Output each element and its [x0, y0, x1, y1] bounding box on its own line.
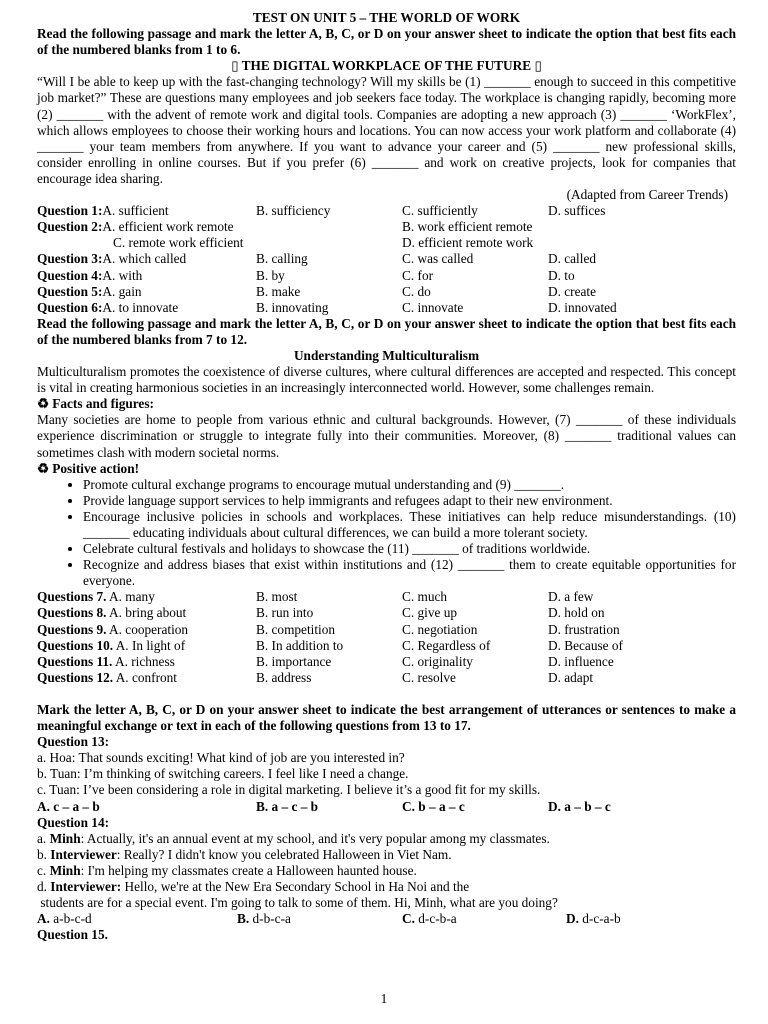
question-row: [37, 251, 736, 267]
action-heading: ♻ Positive action!: [37, 460, 140, 476]
option-c: C. for: [402, 267, 434, 283]
option-b: B. In addition to: [256, 637, 344, 653]
question-label: Question 2:: [37, 219, 103, 235]
option-b: B. sufficiency: [256, 203, 331, 219]
option-d: D. to: [548, 267, 575, 283]
q14-line-d-continuation: students are for a special event. I'm going to talk to some of them. Hi, Minh, what are you doing?: [37, 895, 558, 911]
option-d: D. d-c-a-b: [566, 911, 621, 927]
option-a: A. bring about: [106, 605, 187, 621]
question-row: [37, 235, 736, 251]
q13-line-c: c. Tuan: I’ve been considering a role in digital marketing. I believe it’s a good fit for my skills.: [37, 782, 541, 798]
option-d: D. Because of: [548, 637, 623, 653]
question-13-label: Question 13:: [37, 734, 110, 750]
option-b: B. d-b-c-a: [237, 911, 291, 927]
option-c: C. Regardless of: [402, 637, 491, 653]
option-c: C. do: [402, 283, 431, 299]
option-b: B. a – c – b: [256, 798, 319, 814]
section1-heading: ▯ THE DIGITAL WORKPLACE OF THE FUTURE ▯: [231, 58, 542, 74]
option-a: A. In light of: [113, 637, 186, 653]
q14-line-c: c. Minh: I'm helping my classmates create a Halloween haunted house.: [37, 862, 417, 878]
section1-passage: “Will I be able to keep up with the fast-changing technology? Will my skills be (1) _______ enough to succeed in this competitive job market?” These are questions many employees and job seekers face today. The workplace is changing rapidly, becoming more (2) _______ with the advent of remote work and digital tools. Companies are adopting a new approach (3) _______ ‘WorkFlex’, which allows employees to choose their working hours and locations. You can now access your work platform and collaborate (4) _______ your team members from anywhere. If you want to advance your career and (5) _______ new professional skills, consider enrolling in online courses. But if you prefer (6) _______ and work on creative projects, look for companies that encourage idea sharing.: [37, 74, 736, 186]
question-row: [37, 219, 736, 235]
option-a: A. cooperation: [106, 621, 189, 637]
option-d: D. a – b – c: [548, 798, 611, 814]
question-label: Questions 12.: [37, 669, 114, 685]
q13-line-b: b. Tuan: I’m thinking of switching careers. I feel like I need a change.: [37, 766, 409, 782]
question-row: [37, 605, 736, 621]
document-page: [37, 10, 736, 943]
option-a: A. many: [106, 589, 155, 605]
question-15-label: Question 15.: [37, 927, 108, 943]
question-row: [37, 268, 736, 284]
q13-options: [37, 799, 736, 815]
option-a: A. a-b-c-d: [37, 911, 92, 927]
speaker: Interviewer:: [50, 878, 122, 894]
option-c: C. remote work efficient: [113, 235, 244, 251]
q14-line-b: b. Interviewer: Really? I didn't know you celebrated Halloween in Viet Nam.: [37, 846, 452, 862]
option-a: A. richness: [112, 653, 175, 669]
option-c: C. was called: [402, 251, 474, 267]
option-d: D. frustration: [548, 621, 620, 637]
option-d: D. hold on: [548, 605, 605, 621]
option-c: C. innovate: [402, 299, 464, 315]
speaker: Minh: [49, 862, 81, 878]
page-number: 1: [380, 991, 388, 1006]
option-a: A. gain: [102, 283, 142, 299]
section2-questions: [37, 589, 736, 686]
question-label: Question 4:: [37, 267, 103, 283]
option-a: A. which called: [102, 251, 187, 267]
question-label: Questions 11.: [37, 653, 113, 669]
question-label: Questions 7.: [37, 589, 107, 605]
option-b: B. most: [256, 589, 298, 605]
option-a: A. efficient work remote: [102, 219, 234, 235]
speaker: Minh: [49, 830, 81, 846]
action-list: [37, 477, 736, 590]
option-c: C. negotiation: [402, 621, 478, 637]
list-item: • Recognize and address biases that exist within institutions and (12) _______ them to create equitable opportunities for everyone.: [83, 557, 736, 589]
question-row: [37, 203, 736, 219]
option-a: A. sufficient: [102, 203, 169, 219]
option-d: D. innovated: [548, 299, 617, 315]
section3-instruction: Mark the letter A, B, C, or D on your answer sheet to indicate the best arrangement of utterances or sentences to make a meaningful exchange or text in each of the following questions from 13 to 17.: [37, 701, 736, 734]
option-b: B. calling: [256, 251, 308, 267]
option-b: B. make: [256, 283, 301, 299]
section2-instruction: Read the following passage and mark the letter A, B, C, or D on your answer sheet to indicate the option that best fits each of the numbered blanks from 7 to 12.: [37, 315, 736, 347]
question-row: [37, 589, 736, 605]
section1-instruction: Read the following passage and mark the letter A, B, C, or D on your answer sheet to indicate the option that best fits each of the numbered blanks from 1 to 6.: [37, 26, 736, 58]
option-c: C. much: [402, 589, 448, 605]
option-b: B. importance: [256, 653, 332, 669]
question-row: [37, 300, 736, 316]
option-b: B. innovating: [256, 299, 329, 315]
option-b: B. competition: [256, 621, 336, 637]
option-d: D. influence: [548, 653, 614, 669]
list-item: • Encourage inclusive policies in schools and workplaces. These initiatives can help reduce misunderstandings. (10) _______ educating individuals about cultural differences, we can build a more tolerant society.: [83, 509, 736, 541]
test-title: TEST ON UNIT 5 – THE WORLD OF WORK: [252, 10, 521, 25]
question-row: [37, 622, 736, 638]
option-d: D. a few: [548, 589, 594, 605]
facts-heading: ♻ Facts and figures:: [37, 396, 154, 412]
question-14-label: Question 14:: [37, 814, 110, 830]
section2-heading: Understanding Multiculturalism: [293, 347, 480, 363]
list-item: • Promote cultural exchange programs to encourage mutual understanding and (9) _______.: [83, 477, 736, 493]
question-label: Question 6:: [37, 299, 103, 315]
question-label: Question 1:: [37, 203, 103, 219]
option-c: C. d-c-b-a: [402, 911, 457, 927]
speaker: Interviewer: [50, 846, 117, 862]
question-row: [37, 638, 736, 654]
option-c: C. b – a – c: [402, 798, 465, 814]
option-c: C. resolve: [402, 669, 456, 685]
question-label: Question 3:: [37, 251, 103, 267]
option-a: A. c – a – b: [37, 798, 100, 814]
option-d: D. adapt: [548, 669, 594, 685]
question-label: Questions 10.: [37, 637, 114, 653]
q14-options: [37, 911, 736, 927]
option-b: B. run into: [256, 605, 314, 621]
question-label: Question 5:: [37, 283, 103, 299]
option-d: D. called: [548, 251, 596, 267]
option-b: B. by: [256, 267, 285, 283]
option-a: A. confront: [113, 669, 177, 685]
option-c: C. sufficiently: [402, 203, 478, 219]
question-label: Questions 9.: [37, 621, 107, 637]
facts-paragraph: Many societies are home to people from various ethnic and cultural backgrounds. However, (7) _______ of these individuals experience discrimination or struggle to integrate fully into their communities. Moreover, (8) _______ traditional values can sometimes clash with modern societal norms.: [37, 412, 736, 460]
option-c: C. give up: [402, 605, 458, 621]
question-row: [37, 670, 736, 686]
option-d: D. efficient remote work: [402, 235, 534, 251]
q14-line-a: a. Minh: Actually, it's an annual event at my school, and it's very popular among my classmates.: [37, 830, 550, 846]
option-b: B. work efficient remote: [402, 219, 533, 235]
option-c: C. originality: [402, 653, 473, 669]
option-b: B. address: [256, 669, 312, 685]
section1-questions: [37, 203, 736, 316]
q14-line-d: d. Interviewer: Hello, we're at the New Era Secondary School in Ha Noi and the: [37, 878, 470, 894]
question-row: [37, 654, 736, 670]
section2-intro: Multiculturalism promotes the coexistence of diverse cultures, where cultural differences are accepted and respected. This concept is vital in creating harmonious societies in an increasingly interconnected world. However, some challenges remain.: [37, 364, 736, 396]
option-a: A. with: [102, 267, 143, 283]
option-d: D. create: [548, 283, 596, 299]
question-row: [37, 284, 736, 300]
list-item: • Provide language support services to help immigrants and refugees adapt to their new environment.: [83, 493, 736, 509]
option-a: A. to innovate: [102, 299, 179, 315]
option-d: D. suffices: [548, 203, 606, 219]
question-label: Questions 8.: [37, 605, 107, 621]
section1-source: (Adapted from Career Trends): [566, 187, 728, 203]
q13-line-a: a. Hoa: That sounds exciting! What kind of job are you interested in?: [37, 750, 405, 766]
list-item: • Celebrate cultural festivals and holidays to showcase the (11) _______ of traditions worldwide.: [83, 541, 736, 557]
